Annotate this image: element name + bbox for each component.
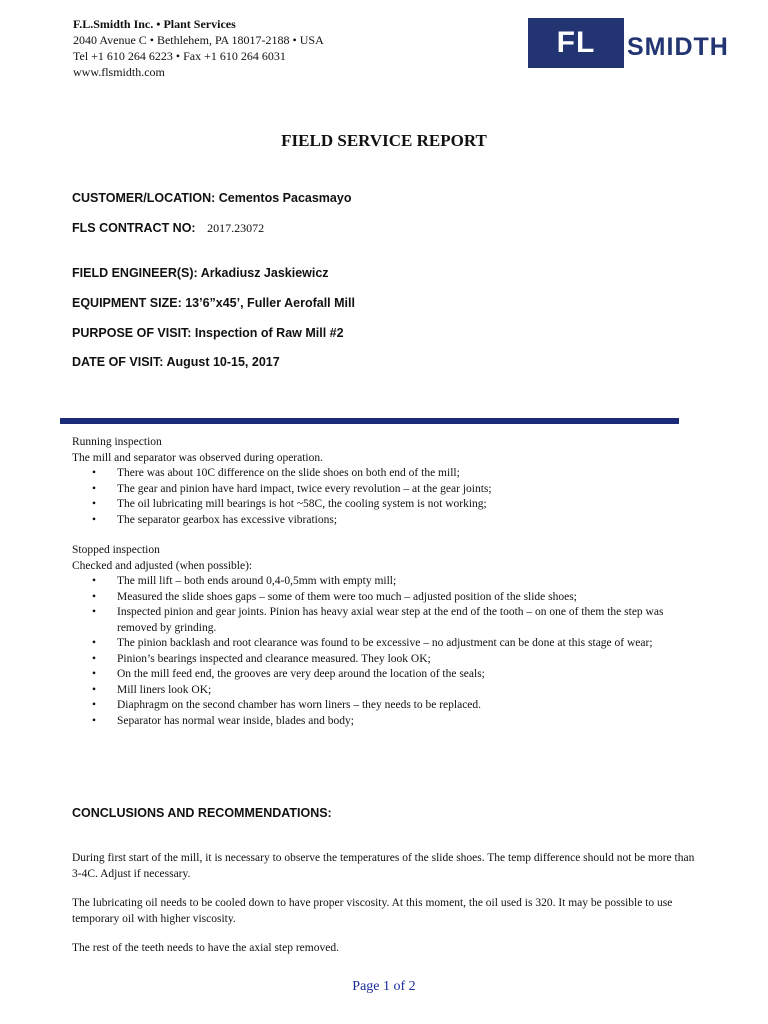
stopped-inspection-section: [72, 543, 697, 729]
stopped-list: [72, 574, 697, 729]
conclusions-heading: CONCLUSIONS AND RECOMMENDATIONS:: [72, 806, 332, 820]
conclusion-paragraph-1: During first start of the mill, it is necessary to observe the temperatures of the slide shoes. The temp difference should not be more than 3-4C. Adjust if necessary.: [72, 852, 695, 880]
logo-smidth-text: SMIDTH: [627, 33, 729, 61]
report-title: FIELD SERVICE REPORT: [281, 131, 487, 150]
list-item: • The pinion backlash and root clearance was found to be excessive – no adjustment can be done at this stage of wear;: [72, 636, 697, 652]
flsmidth-logo: [528, 18, 729, 68]
list-item: • Inspected pinion and gear joints. Pinion has heavy axial wear step at the end of the tooth – on one of them the step was removed by grinding.: [72, 605, 697, 636]
date-of-visit: DATE OF VISIT: August 10-15, 2017: [72, 355, 280, 369]
running-heading: Running inspection: [72, 436, 162, 448]
company-address-block: [73, 16, 324, 80]
list-item: • The oil lubricating mill bearings is hot ~58C, the cooling system is not working;: [72, 497, 697, 513]
running-inspection-section: [72, 435, 697, 528]
running-intro: The mill and separator was observed during operation.: [72, 451, 324, 464]
field-engineer: FIELD ENGINEER(S): Arkadiusz Jaskiewicz: [72, 266, 329, 280]
conclusion-paragraph-2: The lubricating oil needs to be cooled down to have proper viscosity. At this moment, the oil used is 320. It may be possible to use temporary oil with higher viscosity.: [72, 897, 673, 925]
page-number: Page 1 of 2: [352, 979, 416, 994]
company-name: F.L.Smidth Inc. • Plant Services: [73, 17, 236, 31]
company-address: 2040 Avenue C • Bethlehem, PA 18017-2188 • USA: [73, 33, 324, 47]
contract-label: FLS CONTRACT NO:: [72, 221, 196, 235]
section-divider: [60, 418, 679, 424]
list-item: • The separator gearbox has excessive vibrations;: [72, 513, 697, 529]
stopped-heading: Stopped inspection: [72, 544, 160, 556]
equipment-size: EQUIPMENT SIZE: 13’6”x45’, Fuller Aerofall Mill: [72, 296, 355, 310]
purpose-of-visit: PURPOSE OF VISIT: Inspection of Raw Mill #2: [72, 326, 344, 340]
stopped-intro: Checked and adjusted (when possible):: [72, 559, 253, 572]
conclusion-paragraph-3: The rest of the teeth needs to have the axial step removed.: [72, 942, 339, 954]
logo-fl-text: FL: [556, 26, 596, 59]
list-item: • On the mill feed end, the grooves are very deep around the location of the seals;: [72, 667, 697, 683]
list-item: • The mill lift – both ends around 0,4-0,5mm with empty mill;: [72, 574, 697, 590]
company-website: www.flsmidth.com: [73, 65, 165, 79]
contract-value: 2017.23072: [207, 221, 265, 235]
list-item: • Separator has normal wear inside, blades and body;: [72, 714, 697, 730]
list-item: • Measured the slide shoes gaps – some of them were too much – adjusted position of the slide shoes;: [72, 590, 697, 606]
contract-row: [72, 220, 264, 236]
list-item: • There was about 10C difference on the slide shoes on both end of the mill;: [72, 466, 697, 482]
running-list: [72, 466, 697, 528]
list-item: • Pinion’s bearings inspected and clearance measured. They look OK;: [72, 652, 697, 668]
list-item: • The gear and pinion have hard impact, twice every revolution – at the gear joints;: [72, 482, 697, 498]
list-item: • Diaphragm on the second chamber has worn liners – they needs to be replaced.: [72, 698, 697, 714]
company-phone: Tel +1 610 264 6223 • Fax +1 610 264 6031: [73, 49, 286, 63]
list-item: • Mill liners look OK;: [72, 683, 697, 699]
customer-location: CUSTOMER/LOCATION: Cementos Pacasmayo: [72, 191, 352, 205]
